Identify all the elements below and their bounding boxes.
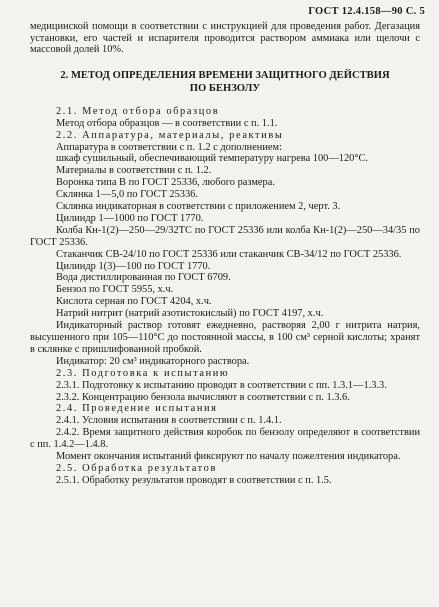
distilled-water-text: Вода дистиллированная по ГОСТ 6709.	[56, 272, 231, 284]
subsection-2-3-heading: 2.3. Подготовка к испытанию	[56, 367, 230, 379]
indicator-solution-text: Индикаторный раствор готовят ежедневно, растворяя 2,00 г нитрита натрия, высушенного при 105—110°С до постоянной массы, в 100 см³ серной кислоты; хранят в склянке с пришлифованной пробкой.	[30, 320, 420, 355]
subsection-2-2-heading: 2.2. Аппаратура, материалы, реактивы	[56, 129, 284, 141]
test-end-text: Момент окончания испытаний фиксируют по началу пожелтения индикатора.	[56, 451, 401, 463]
flask-text: Колба Кн-1(2)—250—29/32ТС по ГОСТ 25336 или колба Кн-1(2)—250—34/35 по ГОСТ 25336.	[30, 224, 420, 248]
section-title-line-2: ПО БЕНЗОЛУ	[189, 82, 261, 94]
subsection-2-5-heading: 2.5. Обработка результатов	[56, 462, 217, 474]
beaker-text: Стаканчик СВ-24/10 по ГОСТ 25336 или стаканчик СВ-34/12 по ГОСТ 25336.	[56, 248, 402, 260]
materials-text: Материалы в соответствии с п. 1.2.	[56, 165, 212, 177]
funnel-text: Воронка типа В по ГОСТ 25336, любого размера.	[56, 177, 275, 189]
jar-text: Склянка 1—5,0 по ГОСТ 25336.	[56, 189, 198, 201]
subsection-2-1-text: Метод отбора образцов — в соответствии с п. 1.1.	[56, 117, 278, 129]
cylinder-100-text: Цилиндр 1(3)—100 по ГОСТ 1770.	[56, 260, 211, 272]
intro-paragraph: медицинской помощи в соответствии с инструкцией для проведения работ. Дегазация установки, его частей и испарителя проводится раствором аммиака или щелочи с массовой долей 10%.	[30, 21, 420, 56]
sulfuric-acid-text: Кислота серная по ГОСТ 4204, х.ч.	[56, 296, 212, 308]
item-2-4-1-text: 2.4.1. Условия испытания в соответствии с п. 1.4.1.	[56, 415, 282, 427]
subsection-2-1-heading: 2.1. Метод отбора образцов	[56, 105, 220, 117]
subsection-2-4-heading: 2.4. Проведение испытания	[56, 403, 218, 415]
item-2-4-2-text: 2.4.2. Время защитного действия коробок по бензолу определяют в соответствии с пп. 1.4.2—1.4.8.	[30, 427, 420, 451]
sodium-nitrite-text: Натрий нитрит (натрий азотистокислый) по ГОСТ 4197, х.ч.	[56, 308, 324, 320]
item-2-5-1-text: 2.5.1. Обработку результатов проводят в соответствии с п. 1.5.	[56, 474, 332, 486]
section-title-line-1: 2. МЕТОД ОПРЕДЕЛЕНИЯ ВРЕМЕНИ ЗАЩИТНОГО ДЕЙСТВИЯ	[60, 69, 390, 81]
apparatus-text: Аппаратура в соответствии с п. 1.2 с дополнением:	[56, 141, 283, 153]
page-header: ГОСТ 12.4.158—90 С. 5	[308, 6, 425, 17]
indicator-text: Индикатор: 20 см³ индикаторного раствора.	[56, 355, 250, 367]
indicator-jar-text: Склянка индикаторная в соответствии с приложением 2, черт. 3.	[56, 201, 341, 213]
benzene-text: Бензол по ГОСТ 5955, х.ч.	[56, 284, 174, 296]
cylinder-1000-text: Цилиндр 1—1000 по ГОСТ 1770.	[56, 212, 204, 224]
page-content	[30, 21, 420, 487]
item-2-3-1-text: 2.3.1. Подготовку к испытанию проводят в соответствии с пп. 1.3.1—1.3.3.	[56, 379, 387, 391]
item-2-3-2-text: 2.3.2. Концентрацию бензола вычисляют в соответствии с п. 1.3.6.	[56, 391, 350, 403]
section-title	[30, 69, 420, 95]
drying-cabinet-text: шкаф сушильный, обеспечивающий температуру нагрева 100—120°С.	[56, 153, 369, 165]
